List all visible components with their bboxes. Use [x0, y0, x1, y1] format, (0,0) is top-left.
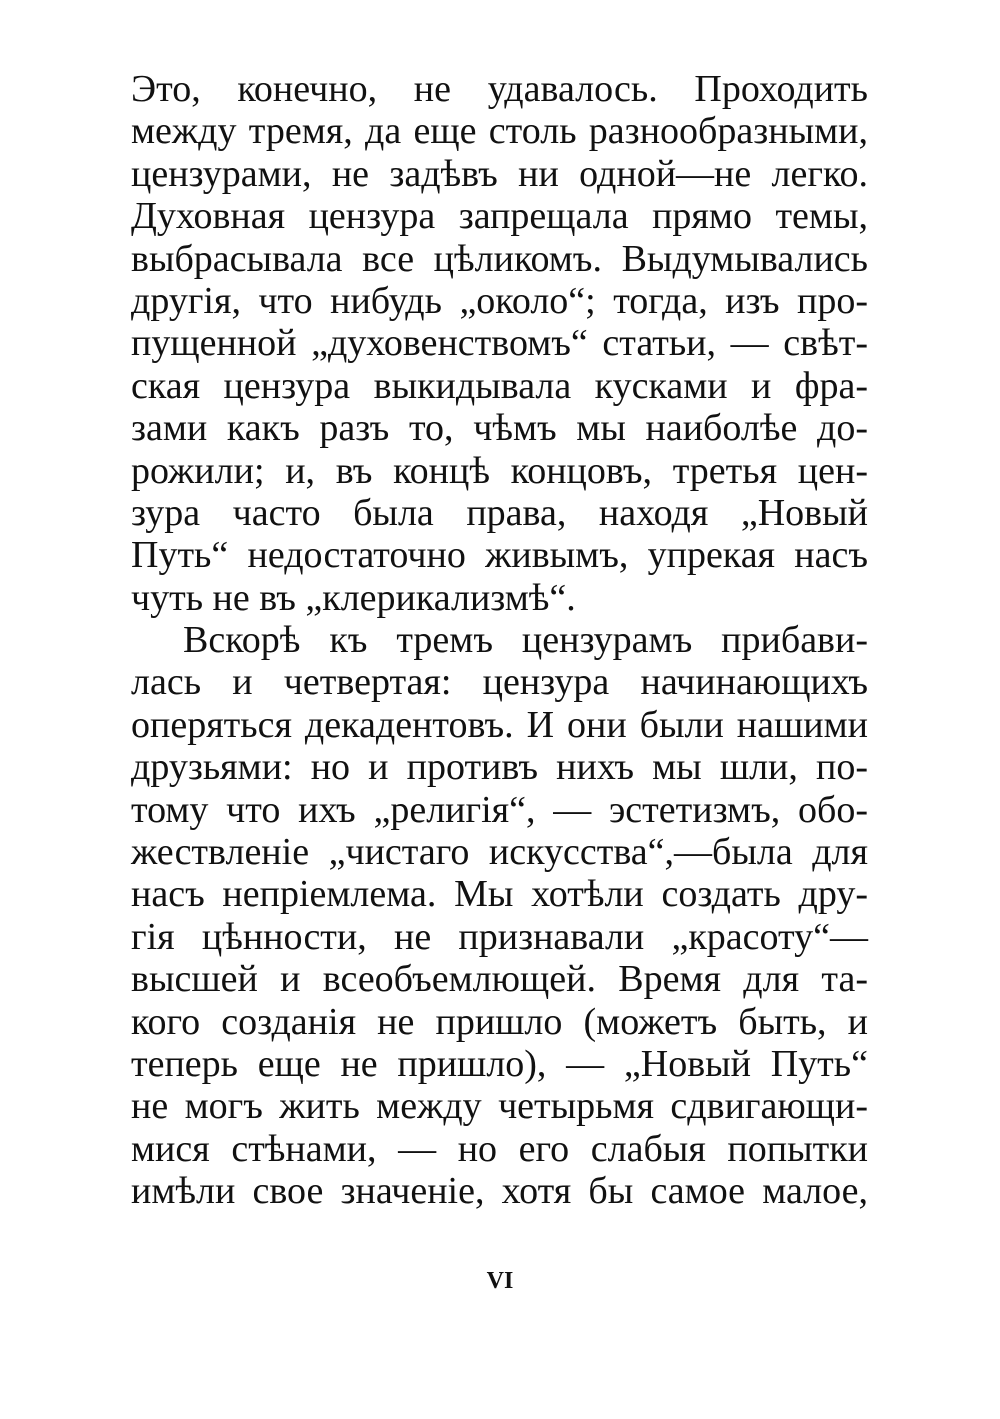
text-line: кого созданія не пришло (можетъ быть, и [131, 1000, 868, 1043]
text-line: ская цензура выкидывала кусками и фра- [131, 364, 868, 407]
text-line: пущенной „духовенствомъ“ статьи, — свѣт- [131, 322, 868, 365]
text-line: теперь еще не пришло), — „Новый Путь“ [131, 1042, 868, 1085]
text-line: высшей и всеобъемлющей. Время для та- [131, 958, 868, 1001]
text-line: насъ непріемлема. Мы хотѣли создать дру- [131, 873, 868, 916]
text-line: Духовная цензура запрещала прямо темы, [131, 195, 868, 238]
text-line: тому что ихъ „религія“, — эстетизмъ, обо- [131, 788, 868, 831]
text-line: оперяться декадентовъ. И они были нашими [131, 703, 868, 746]
page-number: VI [486, 1268, 514, 1294]
text-line: Путь“ недостаточно живымъ, упрекая насъ [131, 534, 868, 577]
paragraph-2 [131, 619, 868, 1212]
page-body [131, 68, 868, 1213]
text-line: между тремя, да еще столь разнообразными, [131, 110, 868, 153]
text-line: выбрасывала все цѣликомъ. Выдумывались [131, 237, 868, 280]
text-line: Вскорѣ къ тремъ цензурамъ прибави- [183, 619, 868, 662]
text-line: мися стѣнами, — но его слабыя попытки [131, 1127, 868, 1170]
paragraph-1 [131, 68, 868, 619]
text-line: друзьями: но и противъ нихъ мы шли, по- [131, 746, 868, 789]
text-line: лась и четвертая: цензура начинающихъ [131, 661, 868, 704]
text-line: жествленіе „чистаго искусства“,—была для [131, 831, 868, 874]
text-line: цензурами, не задѣвъ ни одной—не легко. [131, 152, 868, 195]
text-line: не могъ жить между четырьмя сдвигающи- [131, 1085, 868, 1128]
text-line: Это, конечно, не удавалось. Проходить [131, 68, 868, 110]
text-line: чуть не въ „клерикализмѣ“. [131, 576, 576, 619]
text-line: другія, что нибудь „около“; тогда, изъ про- [131, 279, 868, 322]
text-line: имѣли свое значеніе, хотя бы самое малое, [131, 1170, 868, 1213]
text-line: рожили; и, въ концѣ концовъ, третья цен- [131, 449, 868, 492]
text-line: зами какъ разъ то, чѣмъ мы наиболѣе до- [131, 407, 868, 450]
text-line: гія цѣнности, не признавали „красоту“— [131, 915, 868, 958]
text-line: зура часто была права, находя „Новый [131, 491, 868, 534]
